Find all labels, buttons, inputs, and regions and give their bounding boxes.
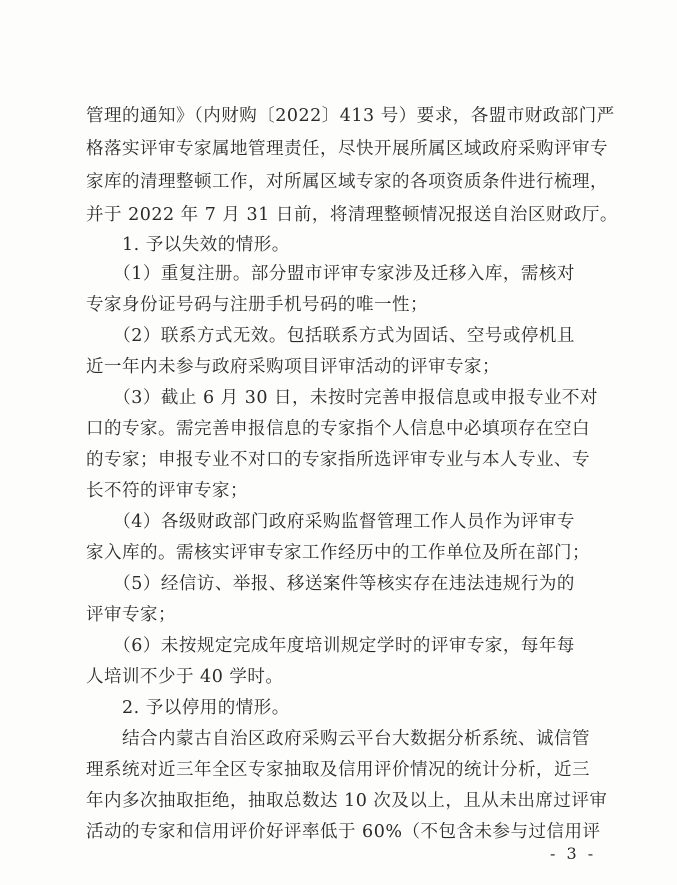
body-text-line: 格落实评审专家属地管理责任，尽快开展所属区域政府采购评审专 <box>86 139 608 159</box>
body-text-line: 的专家；申报专业不对口的专家指所选评审专业与本人专业、专 <box>86 450 590 470</box>
body-text-line: 专家身份证号码与注册手机号码的唯一性； <box>86 295 428 315</box>
list-item: （6）未按规定完成年度培训规定学时的评审专家，每年每 <box>86 636 575 656</box>
section-heading: 1. 予以失效的情形。 <box>86 235 290 255</box>
page-number: - 3 - <box>550 844 597 863</box>
body-text-line: 近一年内未参与政府采购项目评审活动的评审专家； <box>86 357 500 377</box>
list-item: （1）重复注册。部分盟市评审专家涉及迁移入库，需核对 <box>86 264 575 284</box>
body-text-line: 活动的专家和信用评价好评率低于 60%（不包含未参与过信用评 <box>86 822 601 842</box>
section-heading: 2. 予以停用的情形。 <box>86 698 290 718</box>
list-item: （2）联系方式无效。包括联系方式为固话、空号或停机且 <box>86 326 575 346</box>
list-item: （3）截止 6 月 30 日，未按时完善申报信息或申报专业不对 <box>86 388 599 408</box>
list-item: （5）经信访、举报、移送案件等核实存在违法违规行为的 <box>86 574 575 594</box>
body-text-line: 长不符的评审专家； <box>86 481 248 501</box>
body-text-line: 口的专家。需完善申报信息的专家指个人信息中必填项存在空白 <box>86 419 590 439</box>
body-text-line: 家入库的。需核实评审专家工作经历中的工作单位及所在部门； <box>86 543 590 563</box>
body-text-line: 结合内蒙古自治区政府采购云平台大数据分析系统、诚信管 <box>86 729 590 749</box>
body-text-line: 评审专家； <box>86 605 176 625</box>
body-text-line: 人培训不少于 40 学时。 <box>86 667 284 687</box>
body-text-line: 理系统对近三年全区专家抽取及信用评价情况的统计分析，近三 <box>86 760 590 780</box>
body-text-line: 管理的通知》（内财购〔2022〕413 号）要求，各盟市财政部门严 <box>86 106 615 126</box>
body-text-line: 并于 2022 年 7 月 31 日前，将清理整顿情况报送自治区财政厅。 <box>86 205 618 225</box>
list-item: （4）各级财政部门政府采购监督管理工作人员作为评审专 <box>86 512 575 532</box>
body-text-line: 家库的清理整顿工作，对所属区域专家的各项资质条件进行梳理， <box>86 172 608 192</box>
body-text-line: 年内多次抽取拒绝，抽取总数达 10 次及以上，且从未出席过评审 <box>86 791 608 811</box>
